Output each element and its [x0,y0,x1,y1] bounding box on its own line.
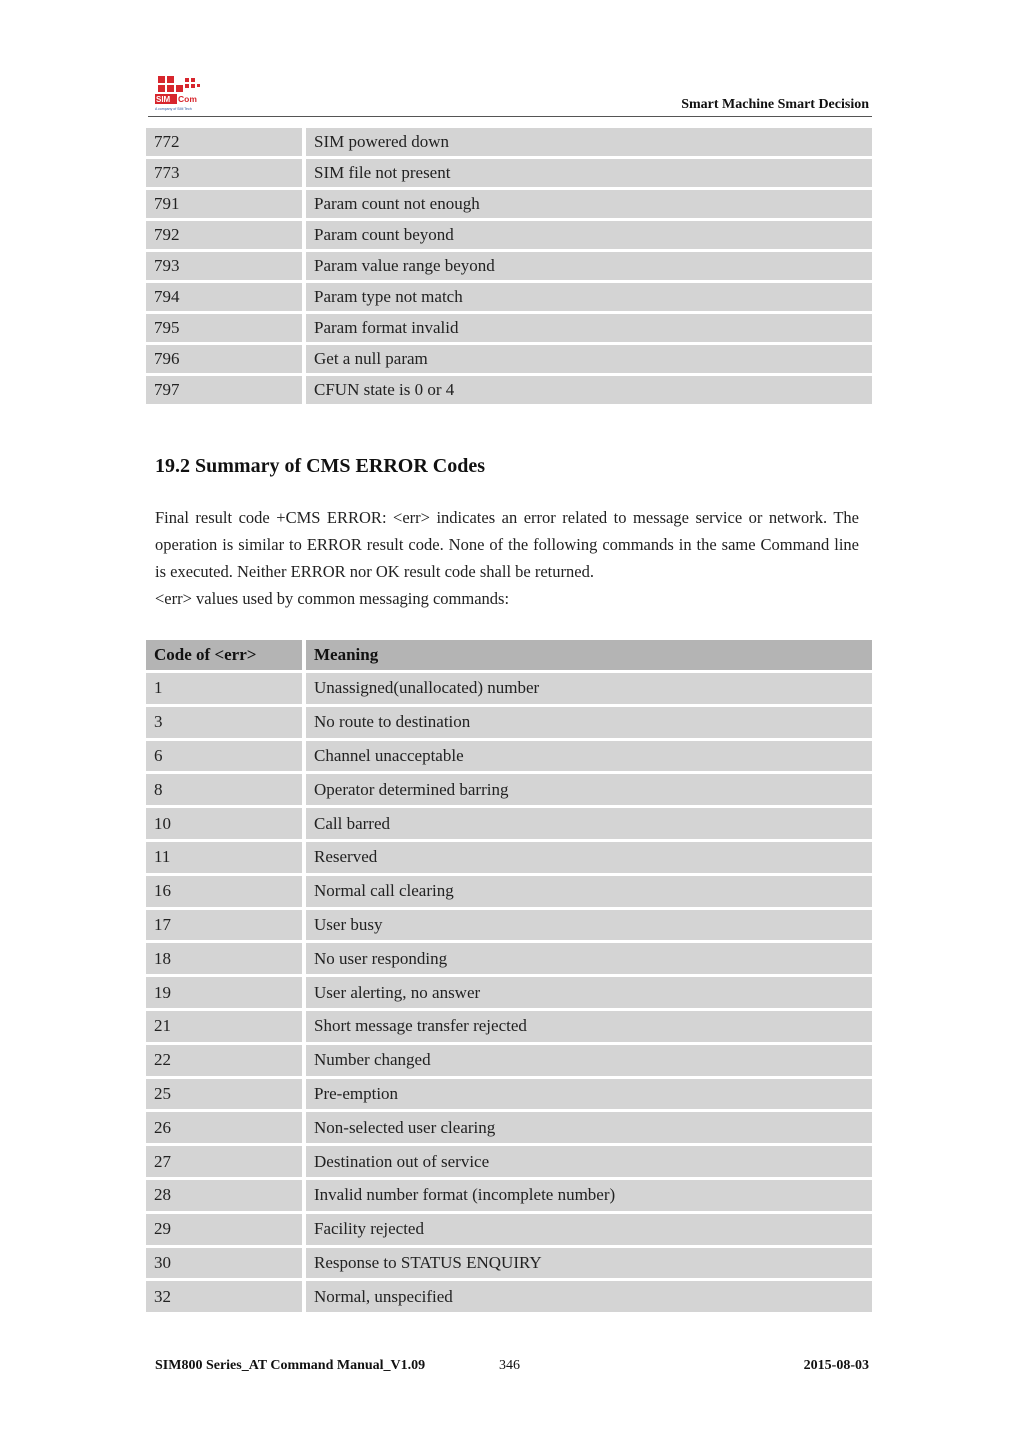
cms-error-code-table [142,637,876,1315]
error-code-cell: 10 [146,808,302,839]
table-row [146,1214,872,1245]
error-meaning-cell: SIM file not present [306,159,872,187]
error-code-cell: 6 [146,741,302,772]
table-row [146,1248,872,1279]
table-row [146,842,872,873]
error-code-cell: 29 [146,1214,302,1245]
error-meaning-cell: Invalid number format (incomplete number) [306,1180,872,1211]
table-row [146,943,872,974]
error-meaning-cell: Unassigned(unallocated) number [306,673,872,704]
table-row [146,190,872,218]
header-divider [148,116,872,117]
error-code-cell: 797 [146,376,302,404]
table-row [146,283,872,311]
error-meaning-cell: CFUN state is 0 or 4 [306,376,872,404]
table-row [146,808,872,839]
table-row [146,1011,872,1042]
error-code-cell: 18 [146,943,302,974]
error-meaning-cell: No route to destination [306,707,872,738]
error-meaning-cell: Param type not match [306,283,872,311]
table-row [146,741,872,772]
error-code-cell: 8 [146,774,302,805]
error-code-cell: 22 [146,1045,302,1076]
error-code-cell: 30 [146,1248,302,1279]
table-row [146,345,872,373]
error-code-cell: 21 [146,1011,302,1042]
error-meaning-cell: Param value range beyond [306,252,872,280]
error-code-cell: 28 [146,1180,302,1211]
error-code-cell: 773 [146,159,302,187]
table-row [146,252,872,280]
table-row [146,128,872,156]
error-code-cell: 16 [146,876,302,907]
table-row [146,1045,872,1076]
error-code-cell: 795 [146,314,302,342]
error-code-cell: 792 [146,221,302,249]
section-paragraph: Final result code +CMS ERROR: <err> indicates an error related to message service or network. The operation is similar to ERROR result code. None of the following commands in the same Command line is executed. Neither ERROR nor OK result code shall be returned. [155,508,859,581]
error-code-cell: 1 [146,673,302,704]
logo-dots [158,76,200,92]
table-row [146,774,872,805]
error-code-cell: 27 [146,1146,302,1177]
error-meaning-cell: Param count not enough [306,190,872,218]
error-code-cell: 794 [146,283,302,311]
table-row [146,1281,872,1312]
section-heading: 19.2 Summary of CMS ERROR Codes [155,455,485,477]
error-meaning-cell: Normal, unspecified [306,1281,872,1312]
table-row [146,1180,872,1211]
svg-text:SIM: SIM [156,95,171,104]
error-code-table-continued [142,125,876,407]
table-row [146,876,872,907]
error-code-cell: 11 [146,842,302,873]
error-meaning-cell: Reserved [306,842,872,873]
error-meaning-cell: Channel unacceptable [306,741,872,772]
table-row [146,159,872,187]
error-meaning-cell: Param format invalid [306,314,872,342]
svg-text:Com: Com [178,94,197,104]
error-meaning-cell: User alerting, no answer [306,977,872,1008]
error-code-cell: 26 [146,1112,302,1143]
error-code-cell: 793 [146,252,302,280]
table-row [146,314,872,342]
error-meaning-cell: Normal call clearing [306,876,872,907]
error-meaning-cell: Response to STATUS ENQUIRY [306,1248,872,1279]
error-code-cell: 25 [146,1079,302,1110]
error-code-cell: 17 [146,910,302,941]
error-code-cell: 32 [146,1281,302,1312]
table-row [146,707,872,738]
table-row [146,376,872,404]
table-header-row [146,640,872,670]
error-meaning-cell: Non-selected user clearing [306,1112,872,1143]
footer-date: 2015-08-03 [803,1358,869,1373]
simcom-logo [155,73,215,113]
error-meaning-cell: Operator determined barring [306,774,872,805]
error-meaning-cell: User busy [306,910,872,941]
err-values-intro: <err> values used by common messaging commands: [155,589,510,608]
error-code-cell: 796 [146,345,302,373]
table-row [146,977,872,1008]
table-row [146,1079,872,1110]
error-meaning-cell: Pre-emption [306,1079,872,1110]
error-code-cell: 772 [146,128,302,156]
table-row [146,673,872,704]
error-code-cell: 3 [146,707,302,738]
error-code-cell: 791 [146,190,302,218]
error-meaning-cell: Param count beyond [306,221,872,249]
svg-text:A company of SIM Tech: A company of SIM Tech [155,107,192,111]
table-row [146,1112,872,1143]
table-row [146,910,872,941]
error-code-cell: 19 [146,977,302,1008]
error-meaning-cell: Destination out of service [306,1146,872,1177]
error-meaning-cell: Short message transfer rejected [306,1011,872,1042]
error-meaning-cell: Facility rejected [306,1214,872,1245]
error-meaning-cell: Call barred [306,808,872,839]
error-meaning-cell: Number changed [306,1045,872,1076]
footer-page-number: 346 [499,1358,520,1373]
footer-manual-title: SIM800 Series_AT Command Manual_V1.09 [155,1358,426,1373]
table-row [146,221,872,249]
column-header-code: Code of <err> [146,640,302,670]
error-meaning-cell: Get a null param [306,345,872,373]
table-row [146,1146,872,1177]
error-meaning-cell: No user responding [306,943,872,974]
column-header-meaning: Meaning [306,640,872,670]
error-meaning-cell: SIM powered down [306,128,872,156]
header-tagline: Smart Machine Smart Decision [681,97,869,112]
